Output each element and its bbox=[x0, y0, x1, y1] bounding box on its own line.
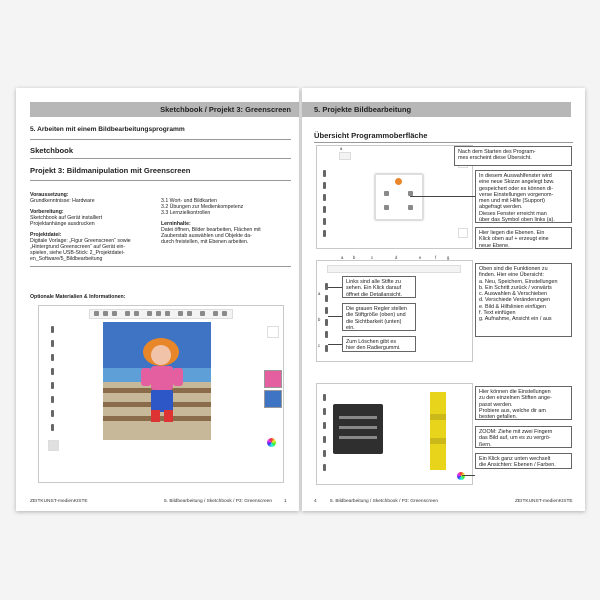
label-b: b bbox=[353, 255, 356, 260]
callout-line: öffnet die Detailansicht. bbox=[346, 291, 402, 298]
callout-line: ein. bbox=[346, 324, 355, 331]
callout-line: Klick oben auf + erzeugt eine bbox=[479, 236, 549, 243]
menu-button bbox=[339, 152, 351, 160]
brush-icon bbox=[323, 408, 326, 415]
connector-line bbox=[462, 475, 475, 476]
page-number: 4 bbox=[314, 499, 317, 504]
brush-icon bbox=[51, 340, 54, 347]
callout-line: Die grauen Regler stellen bbox=[346, 306, 407, 312]
callout-functions bbox=[475, 263, 572, 337]
projektdatei-label: Projektdatei: bbox=[30, 232, 62, 238]
divider bbox=[314, 142, 573, 143]
brush-icon bbox=[323, 230, 326, 237]
top-toolbar bbox=[89, 309, 233, 319]
section-title: 5. Arbeiten mit einem Bildbearbeitungsprogramm bbox=[30, 126, 185, 133]
vorbereitung-label: Vorbereitung: bbox=[30, 209, 64, 215]
brush-icon bbox=[323, 464, 326, 471]
brush-icon bbox=[51, 368, 54, 375]
brush-properties-panel bbox=[333, 404, 383, 454]
color-wheel-icon bbox=[457, 472, 465, 480]
select-icon bbox=[125, 311, 130, 316]
layer-thumbnail bbox=[264, 370, 282, 388]
projektdatei-line: „Hintergrund Greenscreen“ auf Gerät ein- bbox=[30, 244, 126, 250]
callout-line: gespeichert oder es können di- bbox=[479, 185, 554, 192]
side-label-a: a bbox=[318, 291, 321, 296]
vorbereitung-line: Sketchbook auf Gerät installiert bbox=[30, 215, 103, 221]
brush-icon bbox=[51, 354, 54, 361]
connector-line bbox=[328, 287, 342, 288]
camera-icon bbox=[213, 311, 218, 316]
callout-line: Dieses Fenster erreicht man bbox=[479, 210, 547, 217]
help-icon bbox=[408, 205, 413, 210]
callout-line: besten gefallen. bbox=[479, 414, 518, 421]
callout-line: passt werden. bbox=[479, 401, 513, 408]
callout-line: die Ansichten: Ebenen / Farben. bbox=[479, 462, 556, 469]
callout-view-switch bbox=[475, 453, 572, 469]
layer-thumbnail bbox=[264, 390, 282, 408]
view-icon bbox=[222, 311, 227, 316]
callout-start bbox=[454, 146, 572, 166]
callout-line: die Sichtbarkeit (unten) bbox=[346, 318, 402, 325]
color-wheel-icon bbox=[267, 438, 276, 447]
callout-line: finden. Hier eine Übersicht: bbox=[479, 272, 545, 279]
callout-line: mes erscheint diese Übersicht. bbox=[458, 155, 532, 162]
lerninhalte-line: Zauberstab auswählen und Objekte da- bbox=[161, 233, 252, 239]
opacity-slider bbox=[339, 426, 377, 429]
label-f: f bbox=[435, 255, 437, 260]
side-label-c: c bbox=[318, 343, 321, 348]
callout-line: a. Neu, Speichern, Einstellungen bbox=[479, 278, 558, 285]
label-g: g bbox=[447, 255, 450, 260]
label-c: c bbox=[371, 255, 374, 260]
callout-line: Hier können die Einstellungen bbox=[479, 389, 551, 395]
brush-icon bbox=[51, 326, 54, 333]
footer-right: ZEITKUNST-medienKISTE bbox=[515, 499, 573, 504]
overview-title: Übersicht Programmoberfläche bbox=[314, 131, 428, 140]
callout-line: Zum Löschen gibt es bbox=[346, 339, 397, 345]
screenshot-brush-settings bbox=[316, 383, 473, 485]
size-slider bbox=[339, 416, 377, 419]
image-icon bbox=[178, 311, 183, 316]
voraussetzung-label: Voraussetzung: bbox=[30, 192, 69, 198]
brush-icon bbox=[323, 436, 326, 443]
callout-line: Oben sind die Funktionen zu bbox=[479, 266, 548, 272]
brush-icon bbox=[323, 206, 326, 213]
divider bbox=[30, 139, 291, 140]
projektdatei-line: spielen, siehe USB-Stick: 2_Projektdatei- bbox=[30, 250, 125, 256]
callout-brush-settings bbox=[475, 386, 572, 420]
callout-layers bbox=[475, 227, 572, 249]
logo-icon bbox=[395, 178, 402, 185]
callout-line: neue Ebene. bbox=[479, 242, 510, 249]
callout-line: zu den einzelnen Stiften ange- bbox=[479, 395, 552, 402]
brush-icon bbox=[323, 170, 326, 177]
brush-icon bbox=[51, 396, 54, 403]
connector-line bbox=[410, 196, 475, 197]
app-screenshot bbox=[38, 305, 284, 483]
add-layer-button bbox=[267, 326, 279, 338]
selection-window bbox=[375, 174, 423, 220]
callout-zoom bbox=[475, 426, 572, 448]
screenshot-start bbox=[316, 145, 473, 249]
material-item: 3.2 Übungen zur Medienkompetenz bbox=[161, 204, 244, 210]
brush-icon bbox=[323, 182, 326, 189]
callout-pens bbox=[342, 276, 416, 298]
label-d: d bbox=[395, 255, 398, 260]
brush-icon bbox=[51, 382, 54, 389]
divider bbox=[30, 158, 291, 159]
new-sketch-icon bbox=[384, 191, 389, 196]
divider bbox=[30, 266, 291, 267]
label-a: a bbox=[340, 146, 343, 151]
brush-icon bbox=[323, 194, 326, 201]
move-icon bbox=[134, 311, 139, 316]
color-band bbox=[430, 414, 446, 420]
redo-icon bbox=[112, 311, 117, 316]
callout-line: hier den Radiergummi. bbox=[346, 345, 401, 352]
left-header-bar: Sketchbook / Projekt 3: Greenscreen bbox=[30, 102, 299, 117]
callout-line: sehen. Ein Klick darauf bbox=[346, 285, 402, 292]
callout-line: Probiere aus, welche dir am bbox=[479, 407, 546, 414]
footer-center: 5. Bildbearbeitung / Sketchbook / P3: Greenscreen bbox=[330, 499, 438, 504]
callout-line: b. Ein Schritt zurück / vorwärts bbox=[479, 284, 552, 291]
layer-item bbox=[458, 228, 468, 238]
brush-icon bbox=[325, 307, 328, 314]
color-strip bbox=[430, 392, 446, 470]
callout-line: f. Text einfügen bbox=[479, 310, 516, 317]
project-title: Projekt 3: Bildmanipulation mit Greenscreen bbox=[30, 166, 191, 175]
callout-line: über das Symbol oben links (a). bbox=[479, 217, 555, 224]
eraser-icon bbox=[325, 345, 328, 352]
right-header-bar: 5. Projekte Bildbearbeitung bbox=[302, 102, 571, 117]
app-title: Sketchbook bbox=[30, 146, 74, 155]
callout-line: Hier liegen die Ebenen. Ein bbox=[479, 230, 545, 236]
undo-icon bbox=[103, 311, 108, 316]
brush-icon bbox=[323, 394, 326, 401]
page-number: 1 bbox=[284, 499, 287, 504]
callout-line: die Stiftgröße (oben) und bbox=[346, 312, 406, 319]
material-item: 3.3 Lernzielkontrollen bbox=[161, 210, 211, 216]
callout-line: das Bild auf, um es zu vergrö- bbox=[479, 435, 551, 442]
callout-line: men und mit Hilfe (Support) bbox=[479, 198, 545, 205]
lerninhalte-line: durch freistellen, mit Ebenen arbeiten. bbox=[161, 239, 249, 245]
brush-icon bbox=[323, 218, 326, 225]
brush-icon bbox=[323, 422, 326, 429]
projektdatei-line: en_Software/5_Bildbearbeitung bbox=[30, 256, 103, 262]
footer-left: ZEITKUNST-medienKISTE bbox=[30, 499, 88, 504]
eraser-icon bbox=[51, 424, 54, 431]
callout-line: ZOOM: Ziehe mit zwei Fingern bbox=[479, 429, 553, 435]
label-a: a bbox=[341, 255, 344, 260]
vorbereitung-line: Projektanhänge ausdrucken bbox=[30, 221, 95, 227]
callout-line: d. Verschiede Veränderungen bbox=[479, 297, 551, 304]
callout-line: c. Auswahlen & Verschieben bbox=[479, 291, 548, 298]
voraussetzung-text: Grundkenntnisse: Hardware bbox=[30, 198, 95, 204]
callout-line: ßern. bbox=[479, 441, 492, 448]
side-label-b: b bbox=[318, 317, 321, 322]
connector-line bbox=[328, 344, 342, 345]
top-toolbar bbox=[327, 265, 461, 273]
optional-materials-title: Optionale Materialien & Informationen: bbox=[30, 294, 126, 300]
brush-icon bbox=[51, 410, 54, 417]
callout-line: verse Einstellungen vorgenom- bbox=[479, 191, 554, 198]
brush-icon bbox=[323, 450, 326, 457]
material-item: 3.1 Wort- und Bildkarten bbox=[161, 198, 217, 204]
callout-line: eine neue Skizze angelegt bzw. bbox=[479, 179, 555, 186]
right-page bbox=[302, 88, 585, 511]
callout-eraser bbox=[342, 336, 416, 352]
settings-icon bbox=[384, 205, 389, 210]
new-icon bbox=[94, 311, 99, 316]
flow-slider bbox=[339, 436, 377, 439]
color-band bbox=[430, 438, 446, 444]
callout-selection-window bbox=[475, 170, 572, 223]
left-page bbox=[16, 88, 299, 511]
lerninhalte-label: Lerninhalte: bbox=[161, 221, 191, 227]
lerninhalte-line: Datei öffnen, Bilder bearbeiten, Flächen mit bbox=[161, 227, 261, 233]
callout-line: Nach dem Starten des Program- bbox=[458, 149, 536, 155]
divider bbox=[30, 180, 291, 181]
greenscreen-photo bbox=[103, 322, 211, 440]
transform-icon bbox=[147, 311, 152, 316]
callout-line: g. Aufnahme, Ansicht ein / aus bbox=[479, 316, 552, 323]
ruler-icon bbox=[156, 311, 161, 316]
guide-icon bbox=[187, 311, 192, 316]
text-icon bbox=[200, 311, 205, 316]
footer-center: 5. Bildbearbeitung / Sketchbook / P3: Greenscreen bbox=[164, 499, 272, 504]
callout-sliders bbox=[342, 303, 416, 331]
brush-icon bbox=[325, 295, 328, 302]
label-e: e bbox=[419, 255, 422, 260]
projektdatei-line: Digitale Vorlage: „Figur Greenscreen“ sowie bbox=[30, 238, 131, 244]
brush-selected bbox=[48, 440, 59, 451]
callout-line: Links sind alle Stifte zu bbox=[346, 279, 401, 285]
callout-line: abgefragt werden. bbox=[479, 204, 523, 211]
callout-line: Ein Klick ganz unten wechselt bbox=[479, 456, 551, 462]
callout-line: In diesem Auswahlfenster wird bbox=[479, 173, 552, 179]
symmetry-icon bbox=[165, 311, 170, 316]
brush-icon bbox=[325, 331, 328, 338]
brush-icon bbox=[325, 319, 328, 326]
callout-line: e. Bild & Hilfslinien einfügen bbox=[479, 303, 546, 310]
connector-line bbox=[328, 316, 342, 317]
